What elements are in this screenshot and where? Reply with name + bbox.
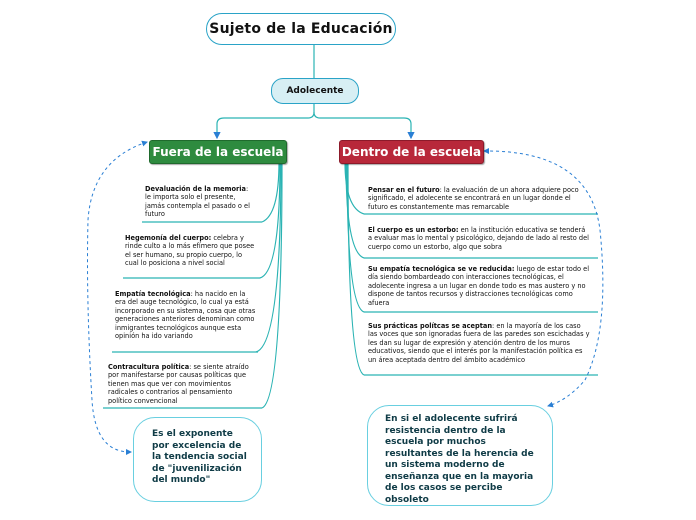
leaf-term: Devaluación de la memoria (145, 185, 246, 193)
left-leaf-body[interactable] (125, 234, 255, 268)
branch-left-label: Fuera de la escuela (152, 145, 284, 159)
link-subject-left (217, 102, 314, 138)
summary-bubble-right[interactable] (367, 405, 553, 506)
leaf-term: Hegemonía del cuerpo: (125, 234, 212, 242)
leaf-text: : la evaluación de un ahora adquiere poco significado, el adolecente se encontrará en un lugar donde el futuro es constantemente mas remarcable (368, 186, 579, 211)
leaf-term: El cuerpo es un estorbo: (368, 226, 459, 234)
leaf-term: Pensar en el futuro (368, 186, 440, 194)
leaf-term: Sus prácticas polítcas se aceptan (368, 322, 493, 330)
branch-inside-school[interactable] (339, 140, 484, 164)
left-leaf-politics[interactable] (108, 363, 253, 405)
right-leaf-future[interactable] (368, 186, 590, 211)
branch-right-label: Dentro de la escuela (341, 145, 482, 159)
leaf-term: Empatía tecnológica (115, 290, 191, 298)
summary-left-text: Es el exponente por excelencia de la tendencia social de "juvenilización del mundo" (152, 429, 247, 485)
root-title-text: Sujeto de la Educación (209, 21, 393, 37)
root-node-title[interactable] (206, 13, 396, 45)
leaf-text: : en la mayoría de los caso las voces que son ignoradas fuera de las paredes son escichadas y les dan su lugar de expresión y atención dentro de los muros educativos, siendo que el interés por la manifestación política es un área aceptada dentro del ámbito académico (368, 322, 590, 364)
subject-node[interactable] (271, 78, 359, 104)
right-leaf-politics[interactable] (368, 322, 590, 364)
left-leaf-memory[interactable] (145, 185, 255, 219)
leaf-text: en la institución educativa se tenderá a evaluar mas lo mental y psicológico, dejando de lado al resto del cuerpo como un estorbo, algo que sobra (368, 226, 589, 251)
leaf-text: : le importa solo el presente, jamás contempla el pasado o el futuro (145, 185, 250, 219)
leaf-term: Contracultura política (108, 363, 190, 371)
leaf-term: Su empatía tecnológica se ve reducida: (368, 265, 515, 273)
branch-outside-school[interactable] (149, 140, 287, 164)
right-leaf-body[interactable] (368, 226, 590, 251)
leaf-text: luego de estar todo el día siendo bombardeado con interacciones tecnológicas, el adolecente ingresa a un lugar en donde todo es mas austero y no dispone de tantos recursos y distracciones tecnológicas como afuera (368, 265, 590, 307)
leaf-text: : se siente atraído por manifestarse por causas políticas que tienen mas que ver con movimientos radicales o contrarios al pensamiento político convencional (108, 363, 249, 405)
left-leaf-technology[interactable] (115, 290, 257, 340)
summary-bubble-left[interactable] (133, 417, 262, 502)
right-leaf-technology[interactable] (368, 265, 590, 307)
leaf-text: celebra y rinde culto a lo más efímero que posee el ser humano, su propio cuerpo, lo cual lo posiciona a nivel social (125, 234, 255, 268)
link-subject-right (314, 112, 411, 138)
subject-text: Adolecente (286, 86, 344, 96)
summary-right-text: En si el adolecente sufrirá resistencia dentro de la escuela por muchos resultantes de la herencia de un sistema moderno de enseñanza que en la mayoria de los casos se percibe obsoleto (385, 414, 534, 505)
leaf-text: : ha nacido en la era del auge tecnológico, lo cual ya está incorporado en su sistema, cosa que otras generaciones anteriores denominan como inmigrantes tecnológicos aunque esta opinión ha ido variando (115, 290, 256, 341)
